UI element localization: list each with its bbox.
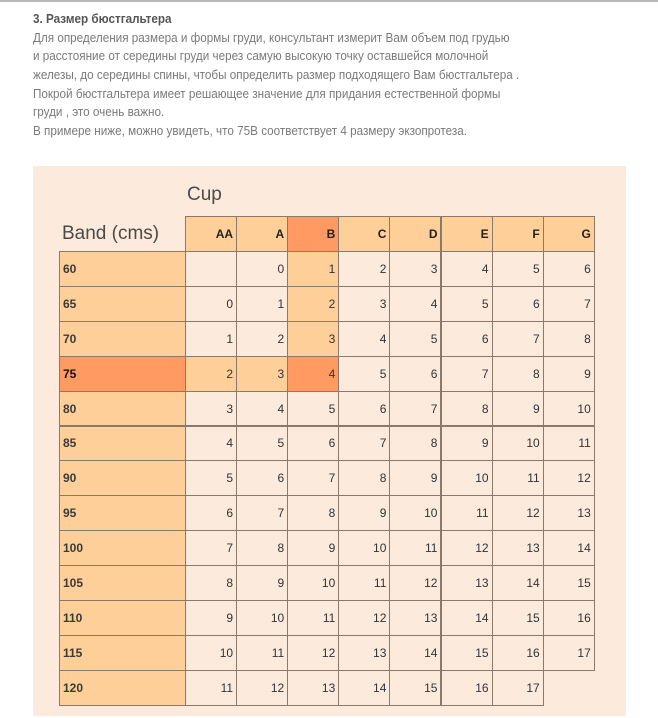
size-cell: 8 — [185, 565, 237, 601]
size-cell: 12 — [492, 495, 544, 531]
size-cell: 2 — [236, 321, 288, 357]
band-cell-90: 90 — [59, 460, 186, 496]
size-cell: 13 — [441, 565, 493, 601]
size-cell: 12 — [338, 600, 390, 636]
size-cell: 5 — [185, 460, 237, 496]
size-cell: 13 — [338, 635, 390, 671]
band-cell-120: 120 — [59, 670, 186, 706]
size-chart-panel — [33, 166, 626, 716]
size-cell: 14 — [543, 530, 595, 566]
size-cell: 11 — [287, 600, 339, 636]
top-divider — [0, 0, 658, 2]
band-cell-105: 105 — [59, 565, 186, 601]
size-cell: 10 — [441, 460, 493, 496]
size-cell: 5 — [338, 356, 390, 392]
size-cell: 14 — [338, 670, 390, 706]
size-cell: 9 — [441, 426, 493, 462]
intro-line: Покрой бюстгальтера имеет решающее значение для придания естественной формы — [33, 85, 501, 101]
size-cell: 16 — [441, 670, 493, 706]
section-title: 3. Размер бюстгальтера — [33, 11, 172, 26]
band-cell-95: 95 — [59, 495, 186, 531]
size-cell: 6 — [441, 321, 493, 357]
size-cell: 12 — [236, 670, 288, 706]
size-cell: 6 — [389, 356, 441, 392]
size-cell: 9 — [492, 391, 544, 427]
size-cell: 15 — [492, 600, 544, 636]
size-cell: 14 — [441, 600, 493, 636]
cup-header-a: A — [236, 216, 288, 252]
cup-header-g: G — [543, 216, 595, 252]
size-cell: 13 — [389, 600, 441, 636]
size-cell: 4 — [185, 426, 237, 462]
size-cell: 10 — [236, 600, 288, 636]
size-cell: 15 — [441, 635, 493, 671]
size-cell: 9 — [338, 495, 390, 531]
size-cell: 9 — [543, 356, 595, 392]
intro-line: и расстояние от середины груди через самую высокую точку оставшейся молочной — [33, 48, 489, 64]
cup-header-b: B — [287, 216, 339, 252]
size-cell: 6 — [492, 286, 544, 322]
intro-line: груди , это очень важно. — [33, 104, 165, 120]
band-cell-85: 85 — [59, 426, 186, 462]
size-cell: 2 — [338, 251, 390, 287]
size-cell: 14 — [389, 635, 441, 671]
size-cell: 6 — [185, 495, 237, 531]
size-cell: 13 — [492, 530, 544, 566]
size-cell: 12 — [389, 565, 441, 601]
size-cell: 8 — [287, 495, 339, 531]
size-cell: 10 — [185, 635, 237, 671]
size-cell: 4 — [389, 286, 441, 322]
size-cell: 6 — [236, 460, 288, 496]
size-cell: 5 — [287, 391, 339, 427]
size-cell: 13 — [287, 670, 339, 706]
size-cell: 3 — [287, 321, 339, 357]
cup-header-d: D — [389, 216, 441, 252]
size-cell: 5 — [389, 321, 441, 357]
band-cell-80: 80 — [59, 391, 186, 427]
size-cell: 2 — [185, 356, 237, 392]
size-cell: 1 — [236, 286, 288, 322]
size-cell: 3 — [185, 391, 237, 427]
size-cell: 3 — [236, 356, 288, 392]
size-cell: 15 — [389, 670, 441, 706]
size-cell: 8 — [543, 321, 595, 357]
size-cell: 8 — [338, 460, 390, 496]
size-cell: 7 — [236, 495, 288, 531]
size-cell: 7 — [287, 460, 339, 496]
size-cell: 8 — [236, 530, 288, 566]
size-cell: 15 — [543, 565, 595, 601]
cup-header-e: E — [441, 216, 493, 252]
size-cell: 12 — [441, 530, 493, 566]
size-cell: 9 — [185, 600, 237, 636]
intro-text — [33, 10, 653, 141]
size-cell: 10 — [543, 391, 595, 427]
size-cell: 0 — [236, 251, 288, 287]
size-cell: 11 — [543, 426, 595, 462]
size-cell: 17 — [543, 635, 595, 671]
size-cell: 9 — [389, 460, 441, 496]
size-cell: 1 — [287, 251, 339, 287]
size-cell: 3 — [389, 251, 441, 287]
size-cell: 14 — [492, 565, 544, 601]
size-cell: 11 — [492, 460, 544, 496]
size-cell: 16 — [492, 635, 544, 671]
band-cell-75: 75 — [59, 356, 186, 392]
size-cell: 11 — [441, 495, 493, 531]
band-cell-115: 115 — [59, 635, 186, 671]
size-cell: 8 — [492, 356, 544, 392]
size-cell: 4 — [287, 356, 339, 392]
cup-header-aa: AA — [185, 216, 237, 252]
size-cell: 7 — [543, 286, 595, 322]
size-cell: 16 — [543, 600, 595, 636]
size-cell: 9 — [287, 530, 339, 566]
band-cell-65: 65 — [59, 286, 186, 322]
size-cell: 13 — [543, 495, 595, 531]
size-cell: 11 — [389, 530, 441, 566]
band-cell-60: 60 — [59, 251, 186, 287]
intro-line: Для определения размера и формы груди, консультант измерит Вам объем под грудью — [33, 29, 510, 45]
cup-axis-label: Cup — [187, 184, 222, 205]
size-cell: 8 — [441, 391, 493, 427]
band-axis-label: Band (cms) — [62, 223, 160, 244]
size-cell: 5 — [441, 286, 493, 322]
size-cell: 12 — [543, 460, 595, 496]
size-cell: 10 — [287, 565, 339, 601]
size-cell: 4 — [441, 251, 493, 287]
size-cell: 6 — [543, 251, 595, 287]
size-cell: 4 — [236, 391, 288, 427]
size-cell: 10 — [389, 495, 441, 531]
size-cell: 2 — [287, 286, 339, 322]
size-cell: 7 — [492, 321, 544, 357]
band-cell-70: 70 — [59, 321, 186, 357]
size-cell: 4 — [338, 321, 390, 357]
band-cell-100: 100 — [59, 530, 186, 566]
size-cell: 11 — [338, 565, 390, 601]
size-cell: 7 — [338, 426, 390, 462]
intro-line: В примере ниже, можно увидеть, что 75B соответствует 4 размеру экзопротеза. — [33, 123, 468, 139]
size-cell: 17 — [492, 670, 544, 706]
size-cell: 7 — [185, 530, 237, 566]
cup-header-f: F — [492, 216, 544, 252]
size-cell: 0 — [185, 286, 237, 322]
size-cell: 6 — [287, 426, 339, 462]
band-cell-110: 110 — [59, 600, 186, 636]
cup-header-c: C — [338, 216, 390, 252]
size-cell: 11 — [185, 670, 237, 706]
size-cell: 11 — [236, 635, 288, 671]
size-cell: 7 — [389, 391, 441, 427]
size-cell: 10 — [338, 530, 390, 566]
size-cell: 7 — [441, 356, 493, 392]
size-cell — [185, 251, 237, 287]
size-cell: 10 — [492, 426, 544, 462]
size-cell: 8 — [389, 426, 441, 462]
size-cell: 5 — [492, 251, 544, 287]
size-cell: 1 — [185, 321, 237, 357]
size-cell: 9 — [236, 565, 288, 601]
size-cell: 5 — [236, 426, 288, 462]
size-cell: 6 — [338, 391, 390, 427]
size-cell: 3 — [338, 286, 390, 322]
intro-line: железы, до середины спины, чтобы определить размер подходящего Вам бюстгальтера . — [33, 67, 520, 83]
size-cell: 12 — [287, 635, 339, 671]
